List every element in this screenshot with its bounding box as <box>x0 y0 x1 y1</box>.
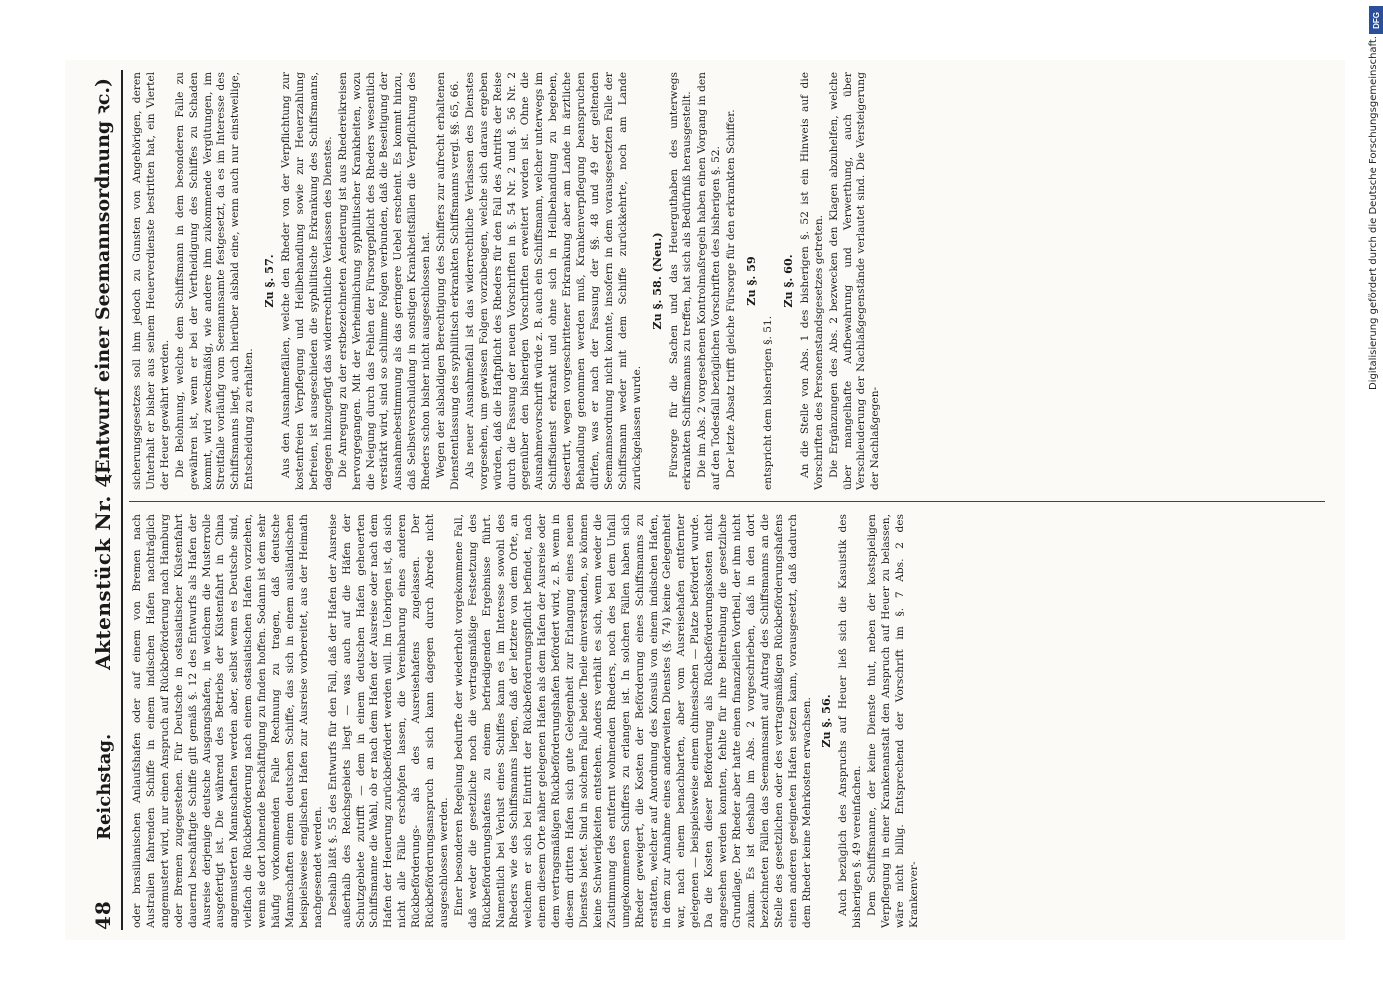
right-column <box>131 72 1327 490</box>
paragraph: Einer besonderen Regelung bedurfte der wiederholt vorgekommene Fall, daß weder die gesetzliche noch die vertragsmäßige Festsetzung des Rückbeförderungshafens zu einem befriedigenden Ergebnisse führt. Namentlich bei Verlust eines Schiffes kann es im Interesse sowohl des Rheders wie des Schiffsmanns liegen, daß der letztere von dem Orte, an welchem er sich bei Eintritt der Rückbeförderungspflicht befindet, nach einem diesem Orte näher gelegenen Hafen als dem Hafen der Ausreise oder dem vertragsmäßigen Rückbeförderungshafen befördert wird, z. B. wenn in diesem dritten Hafen sich gute Gelegenheit zur Erlangung eines neuen Dienstes bietet. Sind in solchem Falle beide Theile einverstanden, so können keine Schwierigkeiten entstehen. Anders verhält es sich, wenn weder die Zustimmung des entfernt wohnenden Rheders, noch des bei dem Unfall umgekommenen Schiffers zu erlangen ist. In solchen Fällen haben sich Rheder geweigert, die Kosten der Beförderung eines Schiffsmanns zu erstatten, welcher auf Anordnung des Konsuls von einem indischen Hafen, in dem zur Annahme eines anderweiten Dienstes (§. 74) keine Gelegenheit war, nach einem benachbarten, aber vom Ausreisehafen entfernter gelegenen — beispielsweise einem chinesischen — Platze befördert wurde. Da die Kosten dieser Beförderung als Rückbeförderungskosten nicht angesehen werden konnten, fehlte für ihre Beitreibung die gesetzliche Grundlage. Der Rheder aber hatte einen finanziellen Vortheil, der ihm nicht zukam. Es ist deshalb im Abs. 2 vorgeschrieben, daß in den dort bezeichneten Fällen das Seemannsamt auf Antrag des Schiffsmanns an die Stelle des gesetzlichen oder des vertragsmäßigen Rückbeförderungshafens einen anderen geeigneten Hafen setzen kann, vorausgesetzt, daß dadurch dem Rheder keine Mehrkosten erwachsen. <box>452 514 813 928</box>
paragraph: oder brasilianischen Anlaufshafen oder auf einem von Bremen nach Australien fahrenden Schiffe in einem indischen Hafen nachträglich angemustert wird, nur einen Anspruch auf Rückbeförderung nach Hamburg oder Bremen zugegestehen. Für Deutsche in ostasiatischer Küstenfahrt dauernd beschäftigte Schiffe gilt gemäß §. 12 des Entwurfs als Hafen der Ausreise derjenige deutsche Ausgangshafen, in welchem die Musterrolle ausgefertigt ist. Die während des Betriebs der Küstenfahrt in China angemusterten Mannschaften werden aber, selbst wenn es Deutsche sind, vielfach die Rückbeförderung nach einem ostasiatischen Hafen vorziehen, wenn sie dort lohnende Beschäftigung zu finden hoffen. Sodann ist dem sehr häufig vorkommenden Falle Rechnung zu tragen, daß deutsche Mannschaften einem deutschen Schiffe, das sich in einem ausländischen beispielsweise englischen Hafen zur Ausreise vorbereitet, aus der Heimath nachgesendet werden. <box>131 514 324 928</box>
paragraph: sicherungsgesetzes soll ihm jedoch zu Gunsten von Angehörigen, deren Unterhalt er bisher aus seinem Heuerverdienste bestritten hat, ein Viertel der Heuer gewährt werden. <box>131 72 171 490</box>
paragraph: Deshalb läßt §. 55 des Entwurfs für den Fall, daß der Hafen der Ausreise außerhalb des Reichsgebiets liegt — was auch auf die Häfen der Schutzgebiete zutrifft — dem in einem deutschen Hafen geheuerten Schiffsmanne die Wahl, ob er nach dem Hafen der Ausreise oder nach dem Hafen der Heuerung zurückbefördert werden will. Im Uebrigen ist, da sich nicht alle Fälle erschöpfen lassen, die Vereinbarung eines anderen Rückbeförderungs- als des Ausreisehafens zugelassen. Der Rückbeförderungsanspruch an sich kann dagegen durch Abrede nicht ausgeschlossen werden. <box>326 514 450 928</box>
paragraph: Die im Abs. 2 vorgesehenen Kontrolmaßregeln haben einen Vorgang in den auf den Todesfall bezüglichen Vorschriften des bisherigen §. 52. <box>696 72 723 490</box>
section-heading-58: Zu §. 58. (Neu.) <box>649 232 664 330</box>
header-document-number: Aktenstück Nr. 4. <box>91 465 115 670</box>
paragraph: Fürsorge für die Sachen und das Heuerguthaben des unterwegs erkrankten Schiffsmanns zu treffen, hat sich als Bedürfniß herausgestellt. <box>667 72 694 490</box>
section-heading-56: Zu §. 56. <box>819 694 834 748</box>
paragraph: Die Belohnung, welche dem Schiffsmann in dem besonderen Falle zu gewähren ist, wenn er bei der Vertheidigung des Schiffes zu Schaden kommt, wird zweckmäßig, wie andere ihm zukommende Vergütungen, im Streitfalle vorläufig vom Seemannsamte festgesetzt, da es im Interesse des Schiffsmanns liegt, auch hierüber alsbald eine, wenn auch nur einstweilige, Entscheidung zu erhalten. <box>173 72 256 490</box>
paragraph: Dem Schiffsmanne, der keine Dienste thut, neben der kostspieligen Verpflegung in einer Krankenanstalt den Anspruch auf Heuer zu belassen, wäre nicht billig. Entsprechend der Vorschrift im §. 7 Abs. 2 des Krankenver- <box>866 514 920 928</box>
section-heading-57: Zu §. 57. <box>262 254 277 308</box>
header-title: (Entwurf einer Seemannsordnung ꝛc.) <box>92 78 114 483</box>
left-column <box>131 514 1327 928</box>
page-number: 48 <box>91 900 115 930</box>
paragraph: Die Anregung zu der erstbezeichneten Aenderung ist aus Rhedereikreisen hervorgegangen. Mit der Verheimlichung syphilitischer Krankheiten, wozu die Neigung durch das Fehlen der Fürsorgepflicht des Rheders wesentlich verstärkt wird, sind so schlimme Folgen verbunden, daß die Beseitigung der Ausnahmebestimmung als das geringere Uebel erscheint. Es kommt hinzu, daß Selbstverschuldung in sonstigen Krankheitsfällen die Verpflichtung des Rheders schon bisher nicht ausgeschlossen hat. <box>336 72 433 490</box>
paragraph: Aus den Ausnahmefällen, welche den Rheder von der Verpflichtung zur kostenfreien Verpflegung und Heilbehandlung sowie zur Heuerzahlung befreien, ist ausgeschieden die syphilitische Erkrankung des Schiffsmanns, dagegen hinzugefügt das widerrechtliche Verlassen des Dienstes. <box>280 72 334 490</box>
paragraph: Die Ergänzungen des Abs. 2 bezwecken den Klagen abzuhelfen, welche über mangelhafte Aufbewahrung und Verwerthung, auch über Verschleuderung der Nachlaßgegenstände verlautet sind. Die Versteigerung der Nachlaßgegen- <box>827 72 882 490</box>
paragraph: Der letzte Absatz trifft gleiche Fürsorge für den erkrankten Schiffer. <box>725 109 738 478</box>
section-heading-59: Zu §. 59 <box>744 256 759 306</box>
header-publication: Reichstag. <box>94 733 115 840</box>
dfg-logo-text: DFG <box>1371 11 1381 29</box>
page-header <box>73 70 123 930</box>
paragraph: An die Stelle von Abs. 1 des bisherigen §. 52 ist ein Hinweis auf die Vorschriften des Personenstandsgesetzes getreten. <box>798 72 825 490</box>
paragraph: Wegen der alsbaldigen Berechtigung des Schiffers zur aufrecht erhaltenen Dienstentlassung des syphilitisch erkrankten Schiffsmanns vergl. §§. 65, 66. <box>435 72 461 490</box>
section-heading-60: Zu §. 60. <box>780 254 795 308</box>
paragraph: entspricht dem bisherigen §. 51. <box>761 315 774 490</box>
dfg-logo <box>1369 6 1383 34</box>
column-divider <box>129 501 1325 502</box>
rotated-document-page <box>65 60 1345 940</box>
digitization-credit: Digitalisierung gefördert durch die Deutsche Forschungsgemeinschaft. <box>1368 36 1379 391</box>
paragraph: Auch bezüglich des Anspruchs auf Heuer ließ sich die Kasuistik des bisherigen §. 49 vereinfachen. <box>837 514 864 928</box>
paragraph: Als neuer Ausnahmefall ist das widerrechtliche Verlassen des Dienstes vorgesehen, um gewissen Folgen vorzubeugen, welche sich daraus ergeben würden, daß die Haftpflicht des Rheders für den Fall des Antritts der Reise durch die Fassung der neuen Vorschriften in §. 54 Nr. 2 und §. 56 Nr. 2 gegenüber den bisherigen Vorschriften erweitert worden ist. Ohne die Ausnahmevorschrift würde z. B. auch ein Schiffsmann, welcher unterwegs im Schiffsdienst erkrankt und ohne sich in Heilbehandlung zu begeben, desertirt, wegen vorgeschrittener Erkrankung aber am Lande in ärztliche Behandlung genommen werden muß, Krankenverpflegung beanspruchen dürfen, was er nach der Fassung der §§. 48 und 49 der geltenden Seemannsordnung nicht konnte, insofern in dem vorausgesetzten Falle der Schiffsmann weder mit dem Schiffe zurückkehrte, noch am Lande zurückgelassen wurde. <box>463 72 643 490</box>
